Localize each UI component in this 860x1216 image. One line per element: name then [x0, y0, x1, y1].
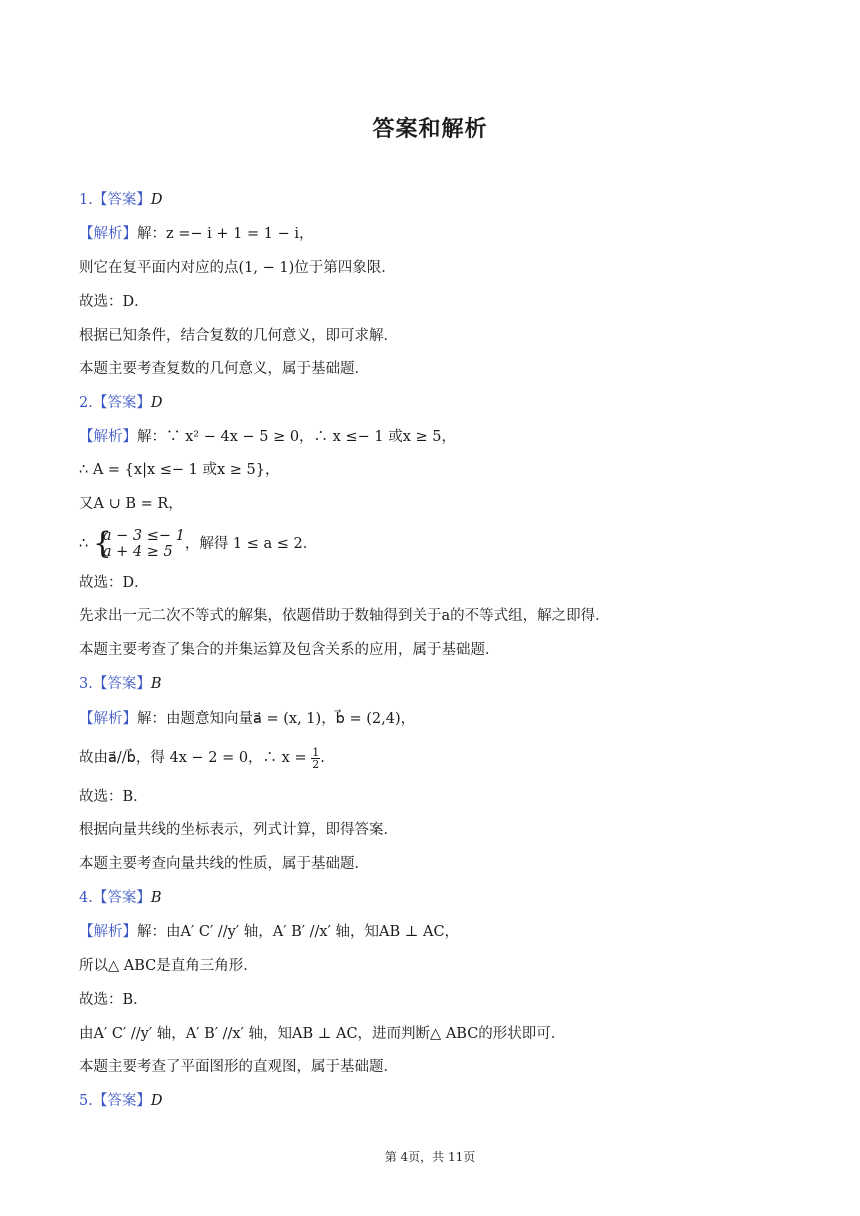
inequality-system — [93, 528, 185, 560]
system-suffix: ，解得 1 ≤ a ≤ 2． — [184, 536, 318, 552]
fraction-line-end: . — [320, 750, 325, 766]
analysis-line — [79, 709, 415, 729]
text-line: 根据向量共线的坐标表示，列式计算，即得答案． — [79, 822, 398, 838]
answer-line-4 — [79, 888, 162, 908]
text-line: 故选：D． — [79, 294, 149, 310]
text-line: 本题主要考查复数的几何意义，属于基础题． — [79, 361, 369, 377]
answer-value: D — [150, 395, 163, 411]
analysis-tag: 【解析】 — [79, 226, 137, 242]
text-line: 本题主要考查了集合的并集运算及包含关系的应用，属于基础题． — [79, 642, 500, 658]
text-line: 又A ∪ B = R， — [79, 496, 183, 512]
answer-line-3 — [79, 674, 162, 694]
therefore-symbol: ∴ — [79, 536, 89, 552]
analysis-line — [79, 224, 314, 244]
text-line: 本题主要考查向量共线的性质，属于基础题． — [79, 856, 369, 872]
text-line: 故选：D． — [79, 575, 149, 591]
answer-line-2 — [79, 393, 162, 413]
text-line: ∴ A = {x|x ≤− 1 或x ≥ 5}， — [79, 462, 280, 478]
analysis-text: 解：z =− i + 1 = 1 − i， — [137, 226, 314, 242]
fraction — [311, 747, 320, 770]
text-line: 先求出一元二次不等式的解集，依题借助于数轴得到关于a的不等式组，解之即得． — [79, 608, 610, 624]
analysis-text: 解：∵ x² − 4x − 5 ≥ 0，∴ x ≤− 1 或x ≥ 5， — [137, 429, 456, 445]
text-line: 则它在复平面内对应的点(1, − 1)位于第四象限． — [79, 260, 396, 276]
answer-label: 3.【答案】 — [79, 676, 151, 692]
text-line: 本题主要考查了平面图形的直观图，属于基础题． — [79, 1059, 398, 1075]
inequality-system-line — [79, 527, 317, 561]
answer-label: 2.【答案】 — [79, 395, 151, 411]
page-title: 答案和解析 — [372, 117, 488, 142]
analysis-text: 解：由A′ C′ //y′ 轴，A′ B′ //x′ 轴，知AB ⊥ AC， — [137, 924, 460, 940]
analysis-text: 解：由题意知向量a⃗ = (x, 1)，b⃗ = (2,4)， — [137, 711, 416, 727]
left-brace: { — [92, 526, 112, 561]
answer-value: B — [150, 890, 162, 906]
answer-label: 5.【答案】 — [79, 1093, 151, 1109]
system-row: a − 3 ≤− 1 — [102, 528, 185, 544]
analysis-tag: 【解析】 — [79, 924, 137, 940]
answer-label: 1.【答案】 — [79, 192, 151, 208]
text-line: 故选：B． — [79, 992, 148, 1008]
fraction-line-text: 故由a⃗//b⃗，得 4x − 2 = 0，∴ x = — [79, 750, 312, 766]
answer-line-5 — [79, 1091, 162, 1111]
answer-value: B — [150, 676, 162, 692]
text-line: 所以△ ABC是直角三角形． — [79, 958, 258, 974]
page-footer: 第 4页，共 11页 — [384, 1150, 476, 1164]
system-row: a + 4 ≥ 5 — [102, 544, 173, 560]
answer-line-1 — [79, 190, 162, 210]
answer-value: D — [150, 1093, 163, 1109]
analysis-line — [79, 427, 456, 447]
answer-value: D — [150, 192, 163, 208]
answer-label: 4.【答案】 — [79, 890, 151, 906]
fraction-line — [79, 745, 325, 771]
analysis-line — [79, 922, 459, 942]
analysis-tag: 【解析】 — [79, 429, 137, 445]
text-line: 由A′ C′ //y′ 轴，A′ B′ //x′ 轴，知AB ⊥ AC，进而判断△ ABC的形状即可． — [79, 1026, 566, 1042]
fraction-numerator: 1 — [312, 745, 320, 759]
text-line: 根据已知条件，结合复数的几何意义，即可求解． — [79, 328, 398, 344]
text-line: 故选：B． — [79, 789, 148, 805]
analysis-tag: 【解析】 — [79, 711, 137, 727]
fraction-denominator: 2 — [312, 757, 320, 771]
